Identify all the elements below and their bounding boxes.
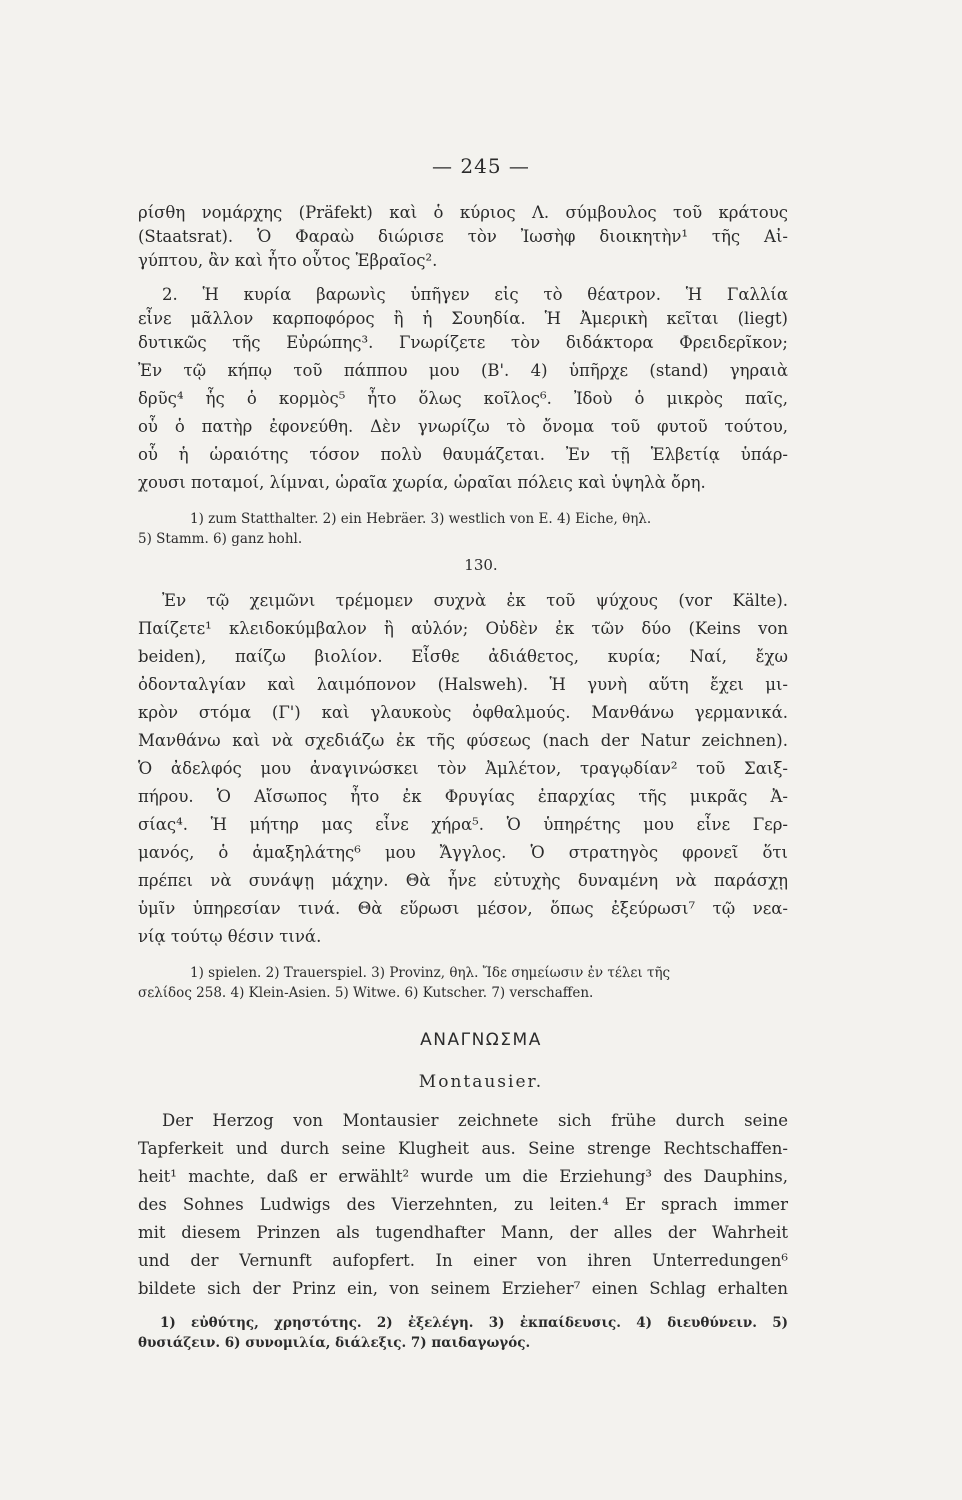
text-line: beiden), παίζω βιολίον. Εἶσθε ἀδιάθετος, κυρία; Ναί, ἔχω — [138, 647, 788, 666]
text-line: δρῦς⁴ ἧς ὁ κορμὸς⁵ ἦτο ὅλως κοῖλος⁶. Ἰδοὺ ὁ μικρὸς παῖς, — [138, 389, 788, 408]
text-line: κρὸν στόμα (Γ') καὶ γλαυκοὺς ὀφθαλμούς. Μανθάνω γερμανικά. — [138, 703, 788, 722]
footnote-line: 5) Stamm. 6) ganz hohl. — [138, 531, 303, 547]
reading-title: ΑΝΑΓΝΩΣΜΑ — [420, 1030, 542, 1050]
footnote-line: σελίδος 258. 4) Klein-Asien. 5) Witwe. 6) Kutscher. 7) verschaffen. — [138, 985, 594, 1001]
text-line: 2. Ἡ κυρία βαρωνὶς ὑπῆγεν εἰς τὸ θέατρον. Ἡ Γαλλία — [162, 285, 788, 304]
page-number: — 245 — — [432, 154, 530, 178]
text-line: Der Herzog von Montausier zeichnete sich frühe durch seine — [162, 1111, 788, 1130]
text-line: χουσι ποταμοί, λίμναι, ὡραῖα χωρία, ὡραῖαι πόλεις καὶ ὑψηλὰ ὄρη. — [138, 473, 706, 492]
text-line: πήρου. Ὁ Αἴσωπος ἦτο ἐκ Φρυγίας ἐπαρχίας τῆς μικρᾶς Ἀ- — [138, 787, 788, 806]
text-line: bildete sich der Prinz ein, von seinem Erzieher⁷ einen Schlag erhalten — [138, 1279, 788, 1298]
text-line: οὗ ἡ ὡραιότης τόσον πολὺ θαυμάζεται. Ἐν τῇ Ἑλβετίᾳ ὑπάρ- — [138, 445, 788, 464]
text-line: εἶνε μᾶλλον καρποφόρος ἢ ἡ Σουηδία. Ἡ Ἀμερικὴ κεῖται (liegt) — [138, 309, 788, 328]
text-line: ρίσθη νομάρχης (Präfekt) καὶ ὁ κύριος Λ. σύμβουλος τοῦ κράτους — [138, 203, 788, 222]
footnote-line: 1) εὐθύτης, χρηστότης. 2) ἐξελέγη. 3) ἐκπαίδευσις. 4) διευθύνειν. 5) — [160, 1315, 788, 1331]
text-line: Μανθάνω καὶ νὰ σχεδιάζω ἐκ τῆς φύσεως (nach der Natur zeichnen). — [138, 731, 788, 750]
text-line: des Sohnes Ludwigs des Vierzehnten, zu leiten.⁴ Er sprach immer — [138, 1195, 788, 1214]
text-line: Ὁ ἀδελφός μου ἀναγινώσκει τὸν Ἀμλέτον, τραγῳδίαν² τοῦ Σαιξ- — [138, 759, 788, 778]
text-line: Ἐν τῷ κήπῳ τοῦ πάππου μου (Β'. 4) ὑπῆρχε (stand) γηραιὰ — [138, 361, 788, 380]
text-line: μανός, ὁ ἁμαξηλάτης⁶ μου Ἄγγλος. Ὁ στρατηγὸς φρονεῖ ὅτι — [138, 843, 788, 862]
footnote-line: 1) spielen. 2) Trauerspiel. 3) Provinz, θηλ. Ἴδε σημείωσιν ἐν τέλει τῆς — [190, 965, 671, 981]
footnote-line: 1) zum Statthalter. 2) ein Hebräer. 3) westlich von E. 4) Eiche, θηλ. — [190, 511, 652, 527]
text-line: (Staatsrat). Ὁ Φαραὼ διώρισε τὸν Ἰωσὴφ διοικητὴν¹ τῆς Αἰ- — [138, 227, 788, 246]
text-line: heit¹ machte, daß er erwählt² wurde um die Erziehung³ des Dauphins, — [138, 1167, 788, 1186]
footnote-line: θυσιάζειν. 6) συνομιλία, διάλεξις. 7) παιδαγωγός. — [138, 1335, 531, 1351]
text-line: Παίζετε¹ κλειδοκύμβαλον ἢ αὐλόν; Οὐδὲν ἐκ τῶν δύο (Keins von — [138, 619, 788, 638]
text-line: ὀδονταλγίαν καὶ λαιμόπονον (Halsweh). Ἡ γυνὴ αὕτη ἔχει μι- — [138, 675, 788, 694]
text-line: οὗ ὁ πατὴρ ἐφονεύθη. Δὲν γνωρίζω τὸ ὄνομα τοῦ φυτοῦ τούτου, — [138, 417, 788, 436]
text-line: νίᾳ τούτῳ θέσιν τινά. — [138, 927, 322, 946]
text-line: mit diesem Prinzen als tugendhafter Mann, der alles der Wahrheit — [138, 1223, 788, 1242]
reading-subtitle: Montausier. — [418, 1072, 544, 1092]
text-line: πρέπει νὰ συνάψῃ μάχην. Θὰ ἦνε εὐτυχὴς δυναμένη νὰ παράσχῃ — [138, 871, 788, 890]
text-line: ὑμῖν ὑπηρεσίαν τινά. Θὰ εὕρωσι μέσον, ὅπως ἐξεύρωσι⁷ τῷ νεα- — [138, 899, 788, 918]
exercise-number: 130. — [464, 556, 498, 574]
text-line: γύπτου, ἂν καὶ ἦτο οὗτος Ἑβραῖος². — [138, 251, 438, 270]
text-line: δυτικῶς τῆς Εὐρώπης³. Γνωρίζετε τὸν διδάκτορα Φρειδερῖκον; — [138, 333, 788, 352]
text-line: und der Vernunft aufopfert. In einer von ihren Unterredungen⁶ — [138, 1251, 788, 1270]
text-line: Tapferkeit und durch seine Klugheit aus. Seine strenge Rechtschaffen- — [138, 1139, 788, 1158]
text-line: Ἐν τῷ χειμῶνι τρέμομεν συχνὰ ἐκ τοῦ ψύχους (vor Kälte). — [162, 591, 788, 610]
text-line: σίας⁴. Ἡ μήτηρ μας εἶνε χήρα⁵. Ὁ ὑπηρέτης μου εἶνε Γερ- — [138, 815, 788, 834]
